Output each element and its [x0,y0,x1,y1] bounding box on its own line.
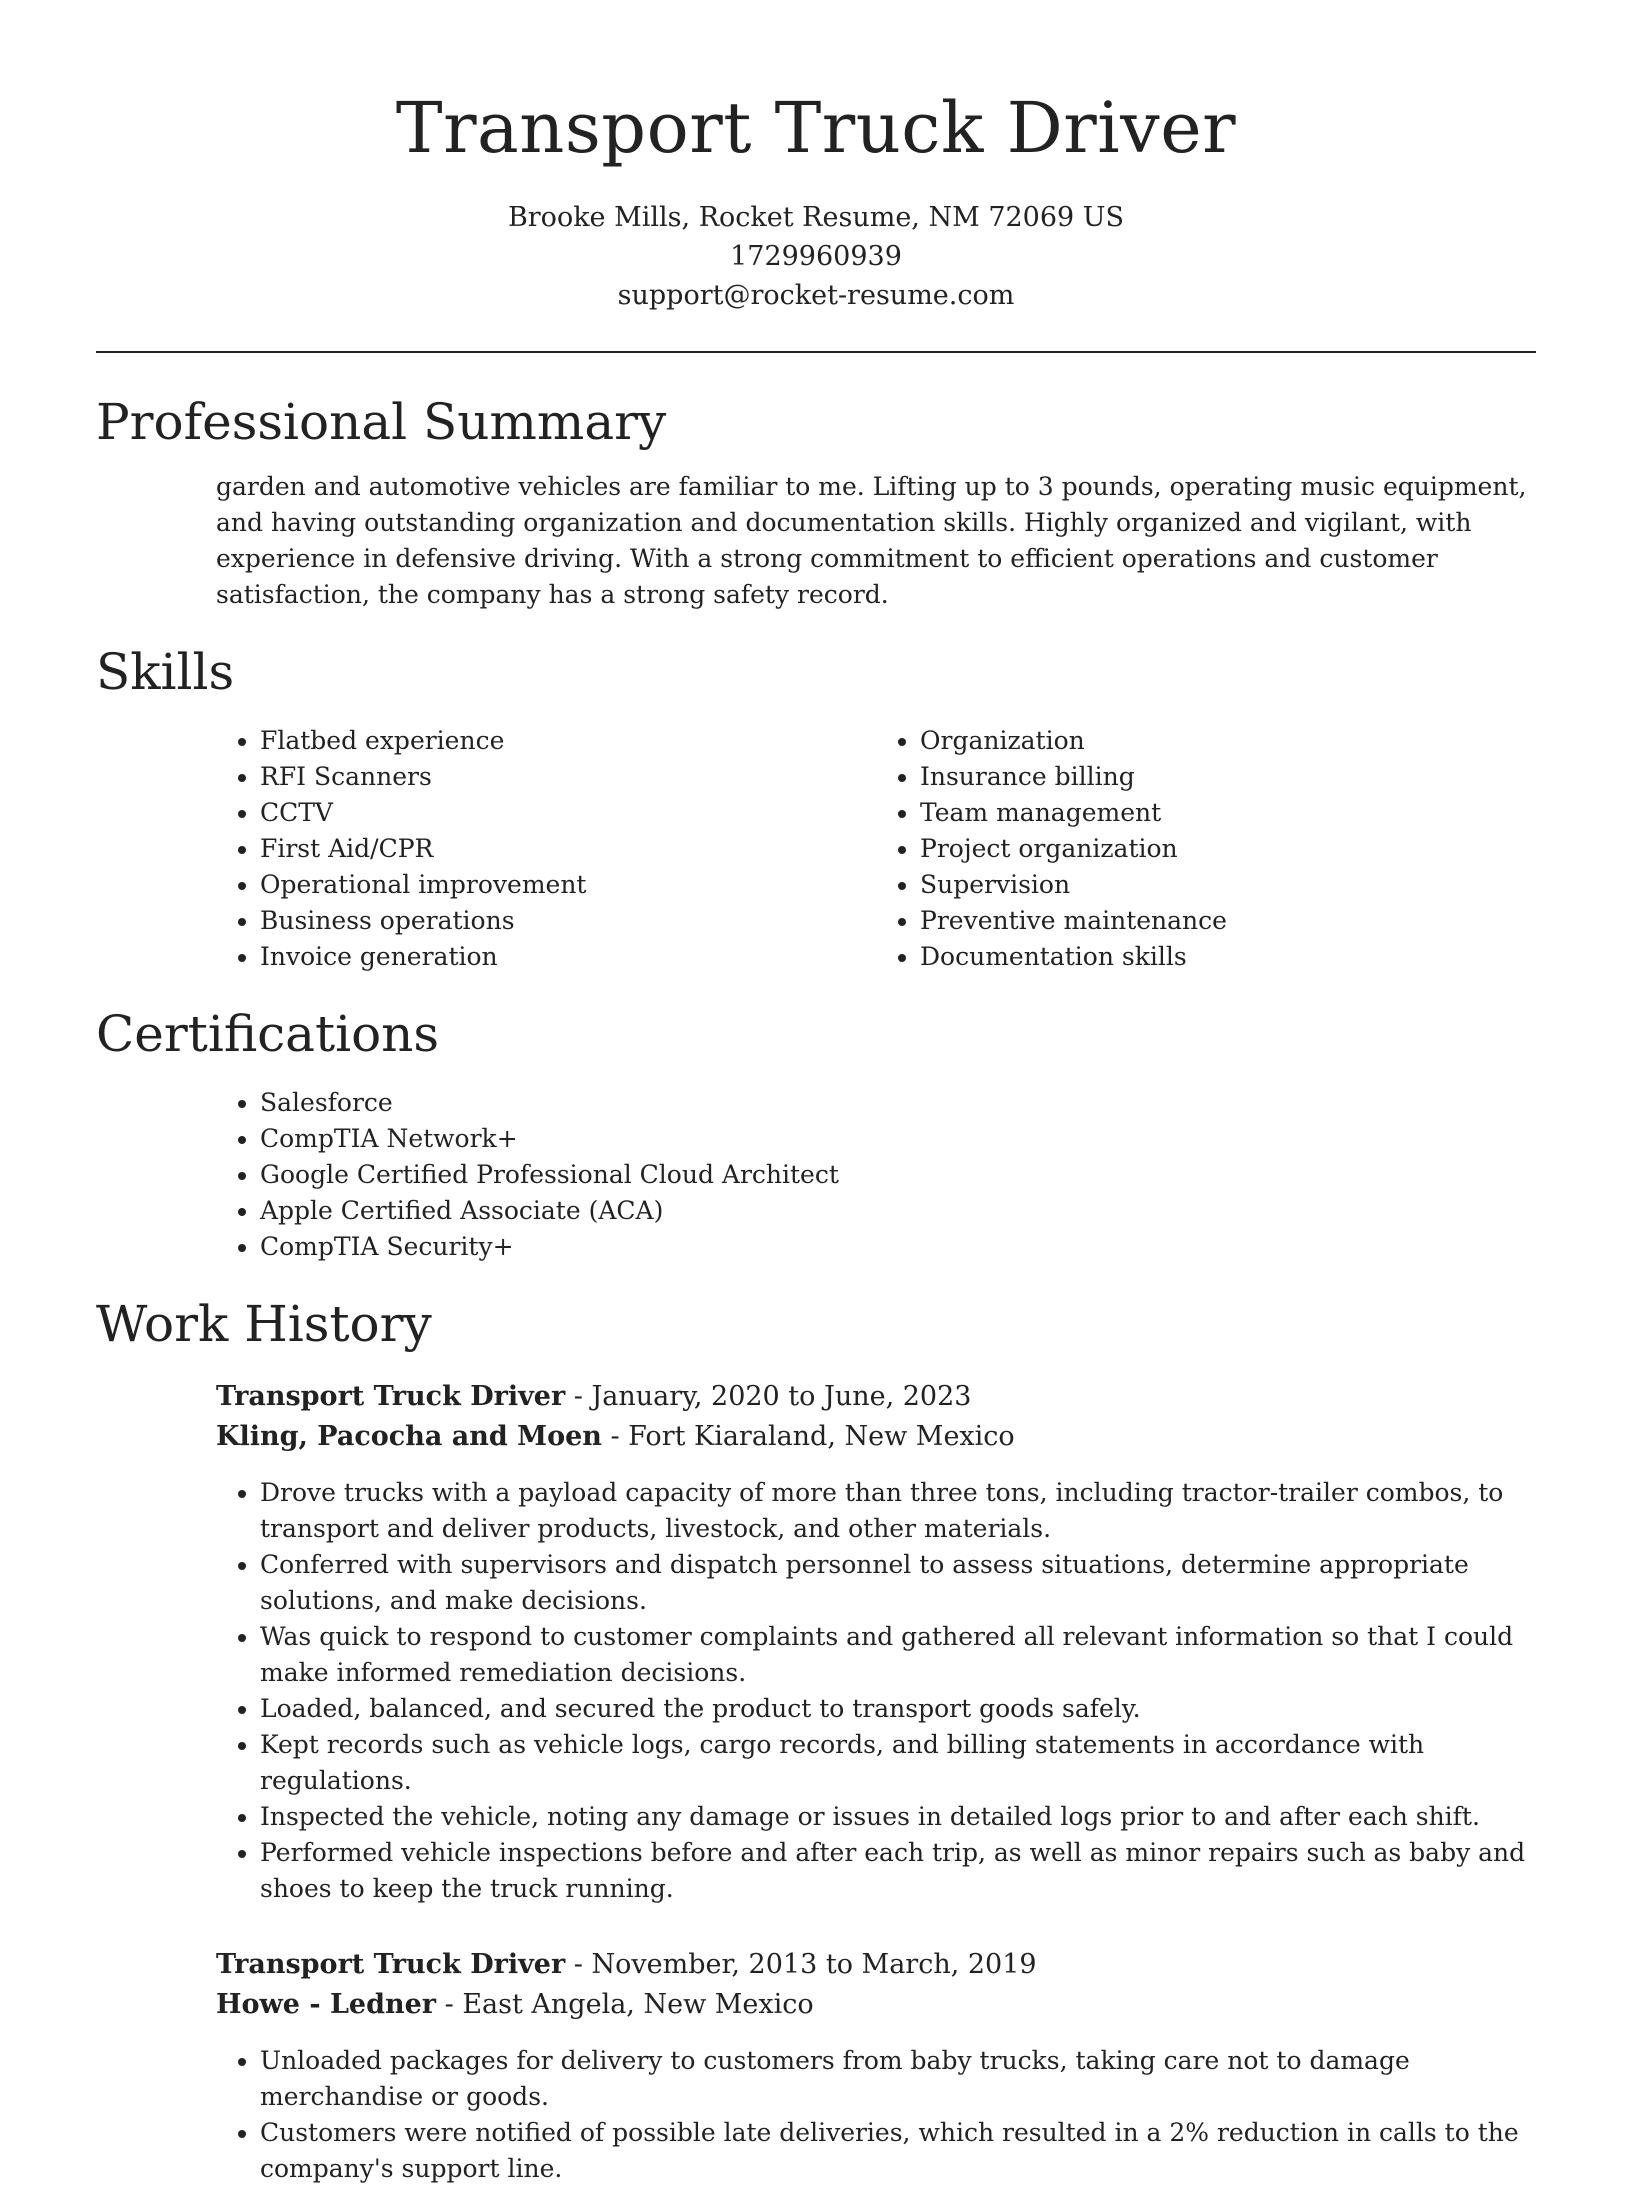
job-bullets [216,2043,1536,2187]
skills-columns [216,723,1536,975]
resume-title: Transport Truck Driver [395,87,1237,169]
job-bullet: • Customers were notified of possible late deliveries, which resulted in a 2% reduction in calls to the company's support line. [260,2115,1536,2187]
job-bullet: • Unloaded packages for delivery to customers from baby trucks, taking care not to damage merchandise or goods. [260,2043,1536,2115]
contact-email: support@rocket-resume.com [617,280,1015,311]
summary-heading: Professional Summary [96,393,667,451]
contact-address: Brooke Mills, Rocket Resume, NM 72069 US [507,202,1125,233]
certification-item: • CompTIA Security+ [260,1229,1536,1265]
skill-item: • Documentation skills [920,939,1536,975]
job-company-line [216,1417,1536,1457]
skills-list-right [876,723,1536,975]
certification-item: • CompTIA Network+ [260,1121,1536,1157]
job-location: - East Angela, New Mexico [436,1989,814,2020]
certifications-list [216,1085,1536,1265]
job-title-line [216,1945,1536,1985]
skill-item: • Insurance billing [920,759,1536,795]
certifications-section [96,1003,1536,1265]
skill-item: • Invoice generation [260,939,876,975]
job-bullet: • Drove trucks with a payload capacity of more than three tons, including tractor-trailer combos, to transport and deliver products, livestock, and other materials. [260,1475,1536,1547]
skill-item: • Flatbed experience [260,723,876,759]
work-history-section [96,1293,1536,2187]
skill-item: • Organization [920,723,1536,759]
job-location: - Fort Kiaraland, New Mexico [601,1421,1015,1452]
skill-item: • Business operations [260,903,876,939]
job-bullet: • Loaded, balanced, and secured the product to transport goods safely. [260,1691,1536,1727]
skill-item: • Team management [920,795,1536,831]
skill-item: • RFI Scanners [260,759,876,795]
skill-item: • Preventive maintenance [920,903,1536,939]
job-entry [216,1377,1536,1907]
skill-item: • First Aid/CPR [260,831,876,867]
summary-text: garden and automotive vehicles are familiar to me. Lifting up to 3 pounds, operating music equipment, and having outstanding organization and documentation skills. Highly organized and vigilant, with experience in defensive driving. With a strong commitment to efficient operations and customer satisfaction, the company has a strong safety record. [216,472,1527,609]
job-company-line [216,1985,1536,2025]
job-bullet: • Performed vehicle inspections before and after each trip, as well as minor repairs such as baby and shoes to keep the truck running. [260,1835,1536,1907]
job-dates: - January, 2020 to June, 2023 [565,1381,972,1412]
job-bullet: • Inspected the vehicle, noting any damage or issues in detailed logs prior to and after each shift. [260,1799,1536,1835]
skills-heading: Skills [96,643,235,701]
job-title: Transport Truck Driver [216,1949,566,1980]
skills-section [96,641,1536,975]
job-company: Howe - Ledner [216,1989,437,2020]
job-bullet: • Conferred with supervisors and dispatch personnel to assess situations, determine appropriate solutions, and make decisions. [260,1547,1536,1619]
skill-item: • CCTV [260,795,876,831]
certification-item: • Apple Certified Associate (ACA) [260,1193,1536,1229]
certification-item: • Google Certified Professional Cloud Architect [260,1157,1536,1193]
resume-header [96,0,1536,315]
job-bullet: • Was quick to respond to customer complaints and gathered all relevant information so that I could make informed remediation decisions. [260,1619,1536,1691]
contact-phone: 1729960939 [730,241,902,272]
skill-item: • Project organization [920,831,1536,867]
job-dates: - November, 2013 to March, 2019 [565,1949,1037,1980]
summary-section [96,391,1536,613]
job-title: Transport Truck Driver [216,1381,566,1412]
contact-block [96,198,1536,315]
job-title-line [216,1377,1536,1417]
job-bullets [216,1475,1536,1907]
header-divider [96,351,1536,353]
job-bullet: • Kept records such as vehicle logs, cargo records, and billing statements in accordance with regulations. [260,1727,1536,1799]
skill-item: • Operational improvement [260,867,876,903]
certifications-heading: Certifications [96,1005,440,1063]
job-company: Kling, Pacocha and Moen [216,1421,602,1452]
job-entry [216,1945,1536,2187]
skills-list-left [216,723,876,975]
certification-item: • Salesforce [260,1085,1536,1121]
work-history-heading: Work History [96,1295,432,1353]
skill-item: • Supervision [920,867,1536,903]
